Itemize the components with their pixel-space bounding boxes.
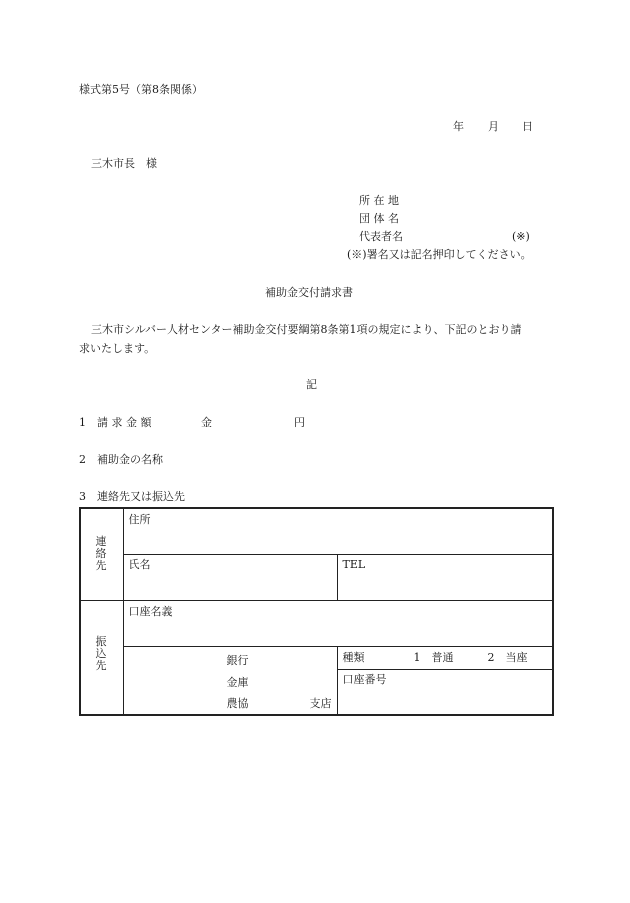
representative-mark: (※) (512, 230, 530, 243)
item3-label: 連絡先又は振込先 (97, 490, 185, 503)
addressee: 三木市長 様 (91, 157, 157, 170)
item3-number: 3 (79, 490, 86, 503)
item1-label: 請 求 金 額 (97, 416, 152, 429)
form-number: 様式第5号（第8条関係） (79, 83, 203, 96)
name-field-label: 氏名 (128, 557, 151, 571)
item1-kin: 金 (201, 416, 212, 429)
transfer-group-cell (80, 600, 123, 715)
body-text-line1: 三木市シルバー人材センター補助金交付要綱第8条第1項の規定により、下記のとおり請 (91, 323, 522, 336)
account-holder-label: 口座名義 (128, 604, 173, 618)
org-name-label: 団 体 名 (359, 212, 399, 225)
name-cell[interactable] (123, 554, 337, 600)
branch-label: 支店 (309, 696, 332, 710)
address-label: 所 在 地 (359, 194, 399, 207)
tel-field-label: TEL (342, 557, 366, 571)
bank-cell[interactable] (123, 646, 337, 715)
bank-label: 銀行 (226, 653, 249, 667)
transfer-group-label: 振 込 先 (95, 634, 107, 672)
contact-group-cell (80, 508, 123, 600)
address-field-label: 住所 (128, 513, 151, 526)
account-number-cell[interactable] (337, 669, 553, 715)
tel-cell[interactable] (337, 554, 553, 600)
account-type-option-current[interactable]: 2 当座 (487, 650, 528, 664)
representative-label: 代表者名 (359, 230, 403, 243)
item2-number: 2 (79, 453, 86, 466)
account-type-cell[interactable] (337, 646, 553, 669)
kinko-label: 金庫 (226, 675, 249, 689)
body-text-line2: 求いたします。 (79, 342, 156, 355)
account-holder-cell[interactable] (123, 600, 553, 646)
signature-note: (※)署名又は記名押印してください。 (347, 248, 532, 261)
item1-number: 1 (79, 416, 86, 429)
nokyo-label: 農協 (226, 696, 249, 710)
account-number-label: 口座番号 (342, 672, 387, 686)
address-cell[interactable] (123, 508, 553, 554)
date-year: 年 (453, 120, 464, 133)
account-type-option-ordinary[interactable]: 1 普通 (413, 650, 454, 664)
contact-transfer-table (79, 507, 554, 716)
account-type-label: 種類 (342, 650, 365, 664)
document-title: 補助金交付請求書 (265, 286, 353, 299)
item1-yen: 円 (294, 416, 305, 429)
date-month: 月 (488, 120, 499, 133)
item2-label: 補助金の名称 (97, 453, 163, 466)
date-day: 日 (522, 120, 533, 133)
contact-group-label: 連 絡 先 (95, 535, 107, 572)
ki-heading: 記 (306, 378, 317, 391)
